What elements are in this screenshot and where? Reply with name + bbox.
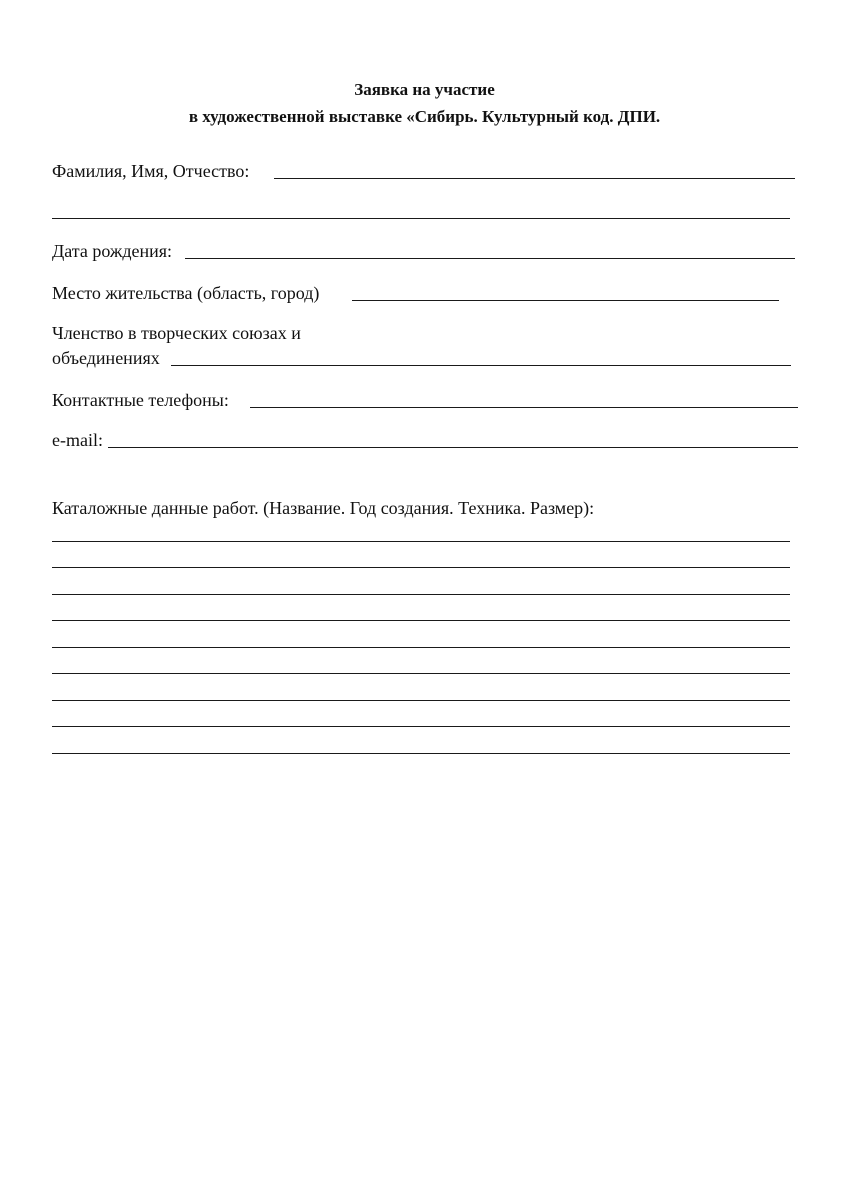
email-field[interactable]	[108, 447, 798, 448]
form-subtitle: в художественной выставке «Сибирь. Культурный код. ДПИ.	[188, 107, 661, 126]
catalog-line[interactable]	[52, 567, 790, 568]
phones-label: Контактные телефоны:	[52, 390, 229, 410]
residence-field[interactable]	[352, 300, 779, 301]
catalog-line[interactable]	[52, 541, 790, 542]
email-label: e-mail:	[52, 430, 103, 450]
catalog-line[interactable]	[52, 647, 790, 648]
catalog-line[interactable]	[52, 620, 790, 621]
catalog-line[interactable]	[52, 700, 790, 701]
full-name-field-continuation[interactable]	[52, 218, 790, 219]
catalog-line[interactable]	[52, 594, 790, 595]
catalog-line[interactable]	[52, 753, 790, 754]
membership-label-continuation: объединениях	[52, 348, 160, 368]
form-title: Заявка на участие	[354, 80, 495, 99]
birth-date-field[interactable]	[185, 258, 795, 259]
full-name-field[interactable]	[274, 178, 795, 179]
membership-label: Членство в творческих союзах и	[52, 323, 301, 343]
catalog-line[interactable]	[52, 726, 790, 727]
birth-date-label: Дата рождения:	[52, 241, 173, 261]
phones-field[interactable]	[250, 407, 798, 408]
catalog-line[interactable]	[52, 673, 790, 674]
full-name-label: Фамилия, Имя, Отчество:	[52, 161, 250, 181]
membership-field[interactable]	[171, 365, 791, 366]
residence-label: Место жительства (область, город)	[52, 283, 320, 303]
catalog-label: Каталожные данные работ. (Название. Год создания. Техника. Размер):	[52, 498, 595, 518]
